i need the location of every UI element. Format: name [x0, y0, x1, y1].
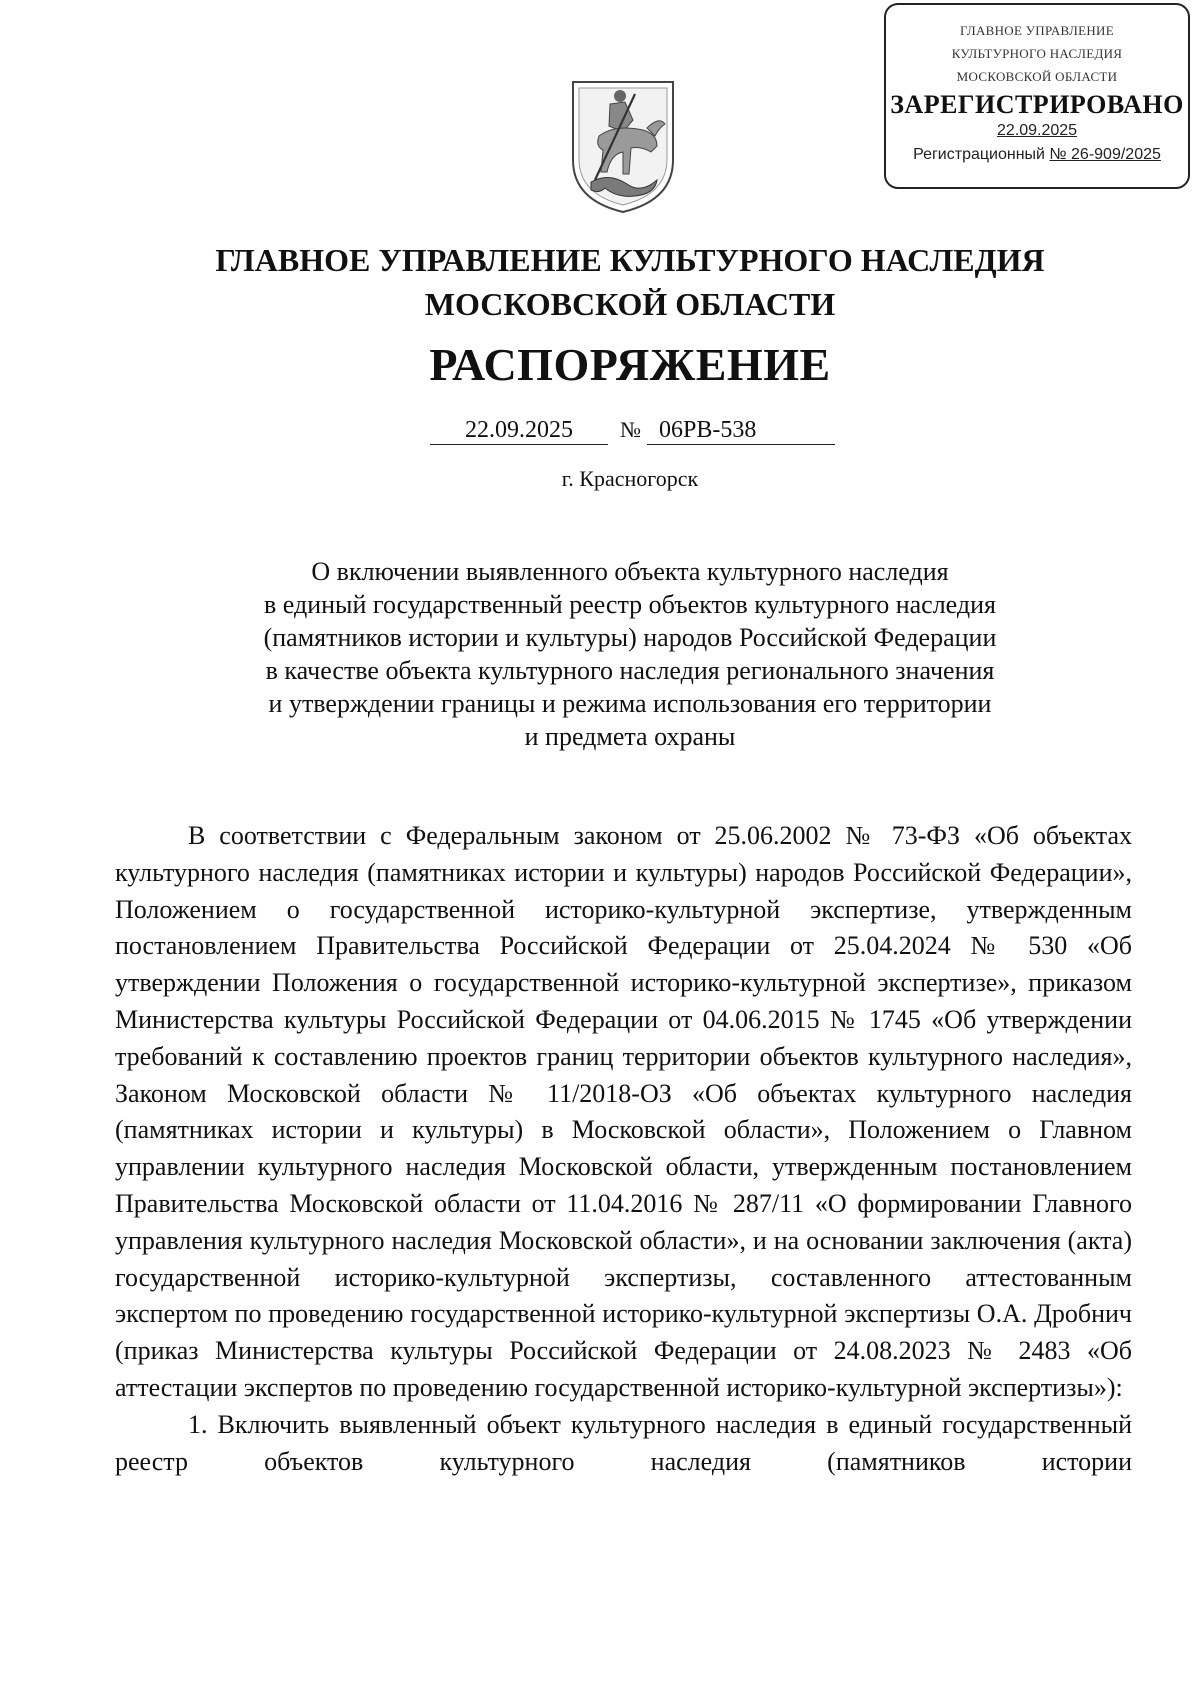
order-item-1: 1. Включить выявленный объект культурного наследия в единый государственный реестр объектов культурного наследия (памятников истории — [115, 1409, 1132, 1476]
stamp-reg-value: № 26-909/2025 — [1049, 146, 1161, 163]
stamp-org-line: МОСКОВСКОЙ ОБЛАСТИ — [956, 69, 1118, 84]
document-city: г. Красногорск — [561, 466, 699, 491]
subject-line: О включении выявленного объекта культурного наследия — [311, 557, 949, 586]
registration-stamp — [884, 3, 1190, 189]
document-number-line — [430, 416, 835, 445]
subject-line: и предмета охраны — [524, 722, 736, 751]
stamp-reg-number — [886, 146, 1188, 164]
coat-of-arms-icon — [565, 76, 681, 216]
stamp-reg-label: Регистрационный — [913, 146, 1045, 163]
stamp-registered-label: ЗАРЕГИСТРИРОВАНО — [890, 90, 1184, 119]
document-subject — [0, 555, 1200, 753]
document-body — [115, 818, 1132, 1480]
stamp-org-line: ГЛАВНОЕ УПРАВЛЕНИЕ — [960, 23, 1114, 38]
subject-line: и утверждении границы и режима использования его территории — [268, 689, 992, 718]
document-date: 22.09.2025 — [430, 416, 608, 445]
stamp-org-line: КУЛЬТУРНОГО НАСЛЕДИЯ — [951, 46, 1123, 61]
number-sign: № — [620, 417, 641, 442]
subject-line: (памятников истории и культуры) народов Российской Федерации — [263, 623, 997, 652]
organization-title-line: МОСКОВСКОЙ ОБЛАСТИ — [424, 286, 836, 322]
document-number: 06РВ-538 — [647, 416, 835, 445]
stamp-date: 22.09.2025 — [996, 122, 1078, 139]
organization-title — [0, 238, 1200, 326]
preamble-paragraph: В соответствии с Федеральным законом от 25.06.2002 № 73-ФЗ «Об объектах культурного наследия (памятниках истории и культуры) народов Российской Федерации», Положением о государственной историко-культурной экспертизе, утвержденным постановлением Правительства Российской Федерации от 25.04.2024 № 530 «Об утверждении Положения о государственной историко-культурной экспертизе», приказом Министерства культуры Российской Федерации от 04.06.2015 № 1745 «Об утверждении требований к составлению проектов границ территории объектов культурного наследия», Законом Московской области № 11/2018-ОЗ «Об объектах культурного наследия (памятниках истории и культуры) в Московской области», Положением о Главном управлении культурного наследия Московской области, утвержденным постановлением Правительства Московской области от 11.04.2016 № 287/11 «О формировании Главного управления культурного наследия Московской области», и на основании заключения (акта) государственной историко-культурной экспертизы, составленного аттестованным экспертом по проведению государственной историко-культурной экспертизы О.А. Дробнич (приказ Министерства культуры Российской Федерации от 24.08.2023 № 2483 «Об аттестации экспертов по проведению государственной историко-культурной экспертизы»): — [115, 821, 1132, 1402]
subject-line: в качестве объекта культурного наследия регионального значения — [265, 656, 995, 685]
document-type-heading: РАСПОРЯЖЕНИЕ — [429, 339, 831, 390]
subject-line: в единый государственный реестр объектов культурного наследия — [264, 590, 996, 619]
organization-title-line: ГЛАВНОЕ УПРАВЛЕНИЕ КУЛЬТУРНОГО НАСЛЕДИЯ — [215, 242, 1045, 278]
